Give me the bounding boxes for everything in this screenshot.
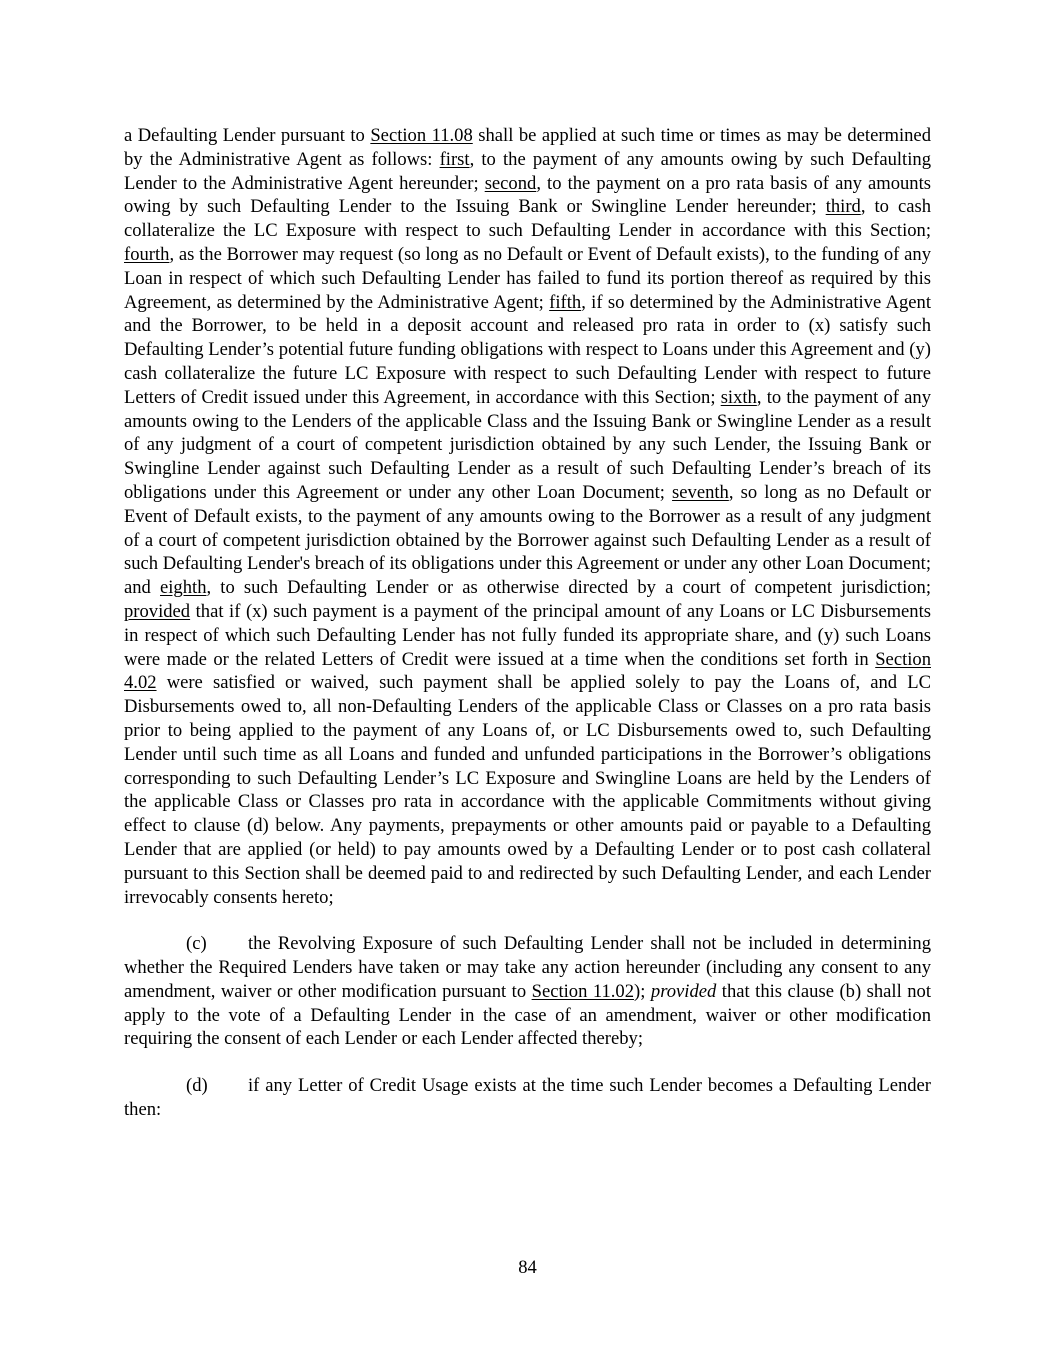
text-run: , if so determined by the Administrative Agent and the Borrower, to be held in a deposit account and released pro rata in order to (x) satisfy such Defaulting Lender’s potential future funding obligations with respect to Loans under this Agreement and (y) cash collateralize the future LC Exposure with respect to such Defaulting Lender with respect to future Letters of Credit issued under this Agreement, in accordance with this Section;	[124, 291, 931, 408]
text-run: that if (x) such payment is a payment of the principal amount of any Loans or LC Disbursements in respect of which such Defaulting Lender has not fully funded its appropriate share, and (y) such Loans were made or the related Letters of Credit were issued at a time when the conditions set forth in	[124, 600, 931, 670]
text-run: that this clause (b) shall not apply to the vote of a Defaulting Lender in the case of an amendment, waiver or other modification requiring the consent of each Lender or each Lender affected thereby;	[124, 980, 931, 1050]
text-run: , so long as no Default or Event of Default exists, to the payment of any amounts owing to the Borrower as a result of any judgment of a court of competent jurisdiction obtained by the Borrower against such Defaulting Lender as a result of such Defaulting Lender's breach of its obligations under this Agreement or under any other Loan Document; and	[124, 481, 931, 599]
clause-c	[124, 932, 931, 1051]
section-reference: Section 4.02	[124, 648, 931, 694]
text-run: , to the payment of any amounts owing by such Defaulting Lender to the Administrative Agent hereunder;	[124, 148, 931, 194]
proviso-term: provided	[650, 980, 717, 1002]
text-run: , to such Defaulting Lender or as otherwise directed by a court of competent jurisdiction;	[206, 577, 932, 599]
clause-label: (c)	[186, 933, 207, 955]
priority-term: eighth	[160, 577, 207, 599]
proviso-term: provided	[124, 600, 191, 622]
text-run: a Defaulting Lender pursuant to	[124, 125, 371, 146]
text-run: , to the payment on a pro rata basis of any amounts owing by such Defaulting Lender to the Issuing Bank or Swingline Lender hereunder;	[124, 172, 931, 218]
text-run: , to cash collateralize the LC Exposure with respect to such Defaulting Lender in accordance with this Section;	[124, 196, 931, 242]
priority-term: third	[825, 196, 861, 218]
text-run: shall be applied at such time or times as may be determined by the Administrative Agent as follows:	[124, 125, 931, 170]
text-run: the Revolving Exposure of such Defaulting Lender shall not be included in determining whether the Required Lenders have taken or may take any action hereunder (including any consent to any amendment, waiver or other modification pursuant to	[124, 933, 931, 1002]
priority-term: fourth	[124, 243, 170, 265]
clause-label: (d)	[186, 1075, 208, 1097]
text-run: );	[634, 980, 651, 1002]
text-run: , as the Borrower may request (so long as no Default or Event of Default exists), to the funding of any Loan in respect of which such Defaulting Lender has failed to fund its portion thereof as required by this Agreement, as determined by the Administrative Agent;	[124, 243, 931, 313]
clause-d	[124, 1074, 931, 1122]
page-number: 84	[518, 1257, 537, 1278]
priority-term: sixth	[720, 386, 757, 408]
priority-term: first	[439, 148, 470, 170]
clause-b-continuation	[124, 124, 931, 909]
text-run: if any Letter of Credit Usage exists at the time such Lender becomes a Defaulting Lender then:	[124, 1075, 931, 1121]
priority-term: second	[484, 172, 537, 194]
priority-term: seventh	[672, 481, 729, 503]
section-reference: Section 11.02	[531, 980, 635, 1002]
section-reference: Section 11.08	[370, 125, 473, 146]
document-body	[124, 124, 931, 1122]
text-run: , to the payment of any amounts owing to the Lenders of the applicable Class and the Issuing Bank or Swingline Lender as a result of any judgment of a court of competent jurisdiction obtained by any such Lender, the Issuing Bank or Swingline Lender against such Defaulting Lender as a result of such Defaulting Lender’s breach of its obligations under this Agreement or under any other Loan Document;	[124, 386, 931, 503]
text-run: were satisfied or waived, such payment shall be applied solely to pay the Loans of, and LC Disbursements owed to, all non-Defaulting Lenders of the applicable Class or Classes on a pro rata basis prior to being applied to the payment of any Loans of, or LC Disbursements owed to, such Defaulting Lender until such time as all Loans and funded and unfunded participations in the Borrower’s obligations corresponding to such Defaulting Lender’s LC Exposure and Swingline Loans are held by the Lenders of the applicable Class or Classes pro rata in accordance with the applicable Commitments without giving effect to clause (d) below. Any payments, prepayments or other amounts paid or payable to a Defaulting Lender that are applied (or held) to pay amounts owed by a Defaulting Lender or to post cash collateral pursuant to this Section shall be deemed paid to and redirected by such Defaulting Lender, and each Lender irrevocably consents hereto;	[124, 672, 931, 908]
priority-term: fifth	[549, 291, 582, 313]
